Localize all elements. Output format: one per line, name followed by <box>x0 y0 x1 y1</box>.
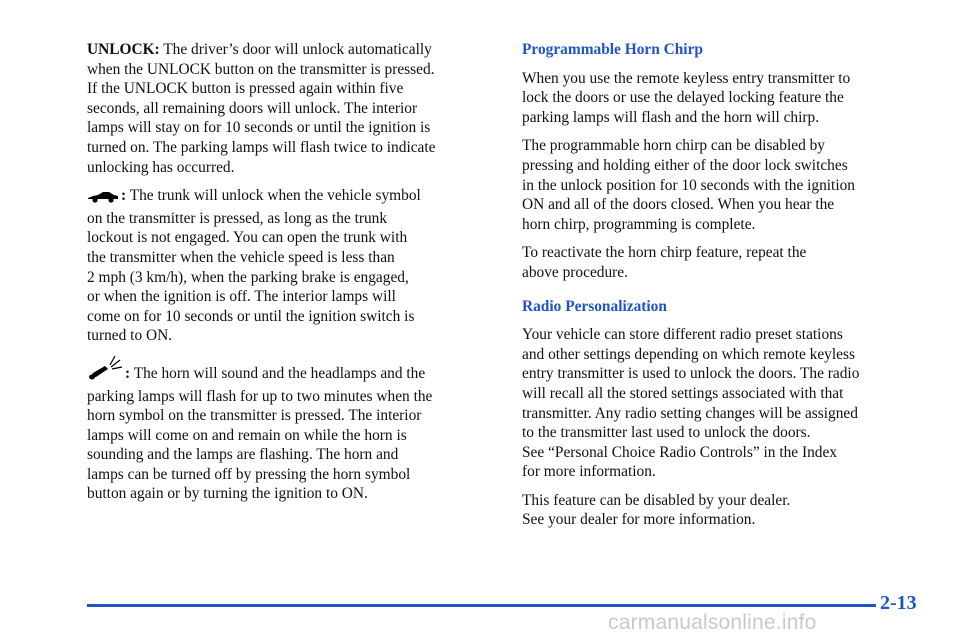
horn-chirp-paragraph-1: When you use the remote keyless entry transmitter to lock the doors or use the delayed locking feature the parking lamps will flash and the horn will chirp. <box>522 69 851 126</box>
horn-icon <box>87 355 123 387</box>
horn-paragraph <box>87 355 491 504</box>
radio-paragraph-2: This feature can be disabled by your dealer. See your dealer for more information. <box>522 491 791 529</box>
watermark: carmanualsonline.info <box>608 611 817 634</box>
left-column <box>87 40 491 513</box>
footer-rule <box>87 604 876 607</box>
radio-paragraph-1: Your vehicle can store different radio preset stations and other settings depending on which remote keyless entry transmitter is used to unlock the doors. The radio will recall all the stored settings associated with that transmitter. Any radio setting changes will be assigned to the transmitter last used to unlock the doors. See “Personal Choice Radio Controls” in the Index for more information. <box>522 326 860 481</box>
radio-heading: Radio Personalization <box>522 297 667 315</box>
horn-colon: : <box>125 364 131 382</box>
horn-text: The horn will sound and the headlamps and the parking lamps will flash for up to two minutes when the horn symbol on the transmitter is pressed. The interior lamps will come on and remain on while the horn is sounding and the lamps are flashing. The horn and lamps can be turned off by pressing the horn symbol button again or by turning the ignition to ON. <box>87 364 433 503</box>
unlock-label: UNLOCK: <box>87 41 160 58</box>
trunk-paragraph <box>87 186 491 346</box>
horn-chirp-paragraph-2: The programmable horn chirp can be disabled by pressing and holding either of the door lock switches in the unlock position for 10 seconds with the ignition ON and all of the doors closed. When you hear the horn chirp, programming is complete. <box>522 137 856 233</box>
unlock-text: The driver’s door will unlock automatically when the UNLOCK button on the transmitter is pressed. If the UNLOCK button is pressed again within five seconds, all remaining doors will unlock. The interior lamps will stay on for 10 seconds or until the ignition is turned on. The parking lamps will flash twice to indicate unlocking has occurred. <box>87 41 436 176</box>
unlock-paragraph <box>87 40 491 177</box>
page-number: 2-13 <box>880 592 917 614</box>
trunk-text: The trunk will unlock when the vehicle symbol on the transmitter is pressed, as long as the trunk lockout is not engaged. You can open the trunk with the transmitter when the vehicle speed is less than 2 mph (3 km/h), when the parking brake is engaged, or when the ignition is off. The interior lamps will come on for 10 seconds or until the ignition switch is turned to ON. <box>87 187 421 345</box>
horn-chirp-heading: Programmable Horn Chirp <box>522 41 703 58</box>
horn-chirp-paragraph-3: To reactivate the horn chirp feature, repeat the above procedure. <box>522 244 807 281</box>
right-column <box>522 40 918 539</box>
trunk-colon: : <box>121 187 127 205</box>
trunk-vehicle-icon <box>87 189 119 209</box>
